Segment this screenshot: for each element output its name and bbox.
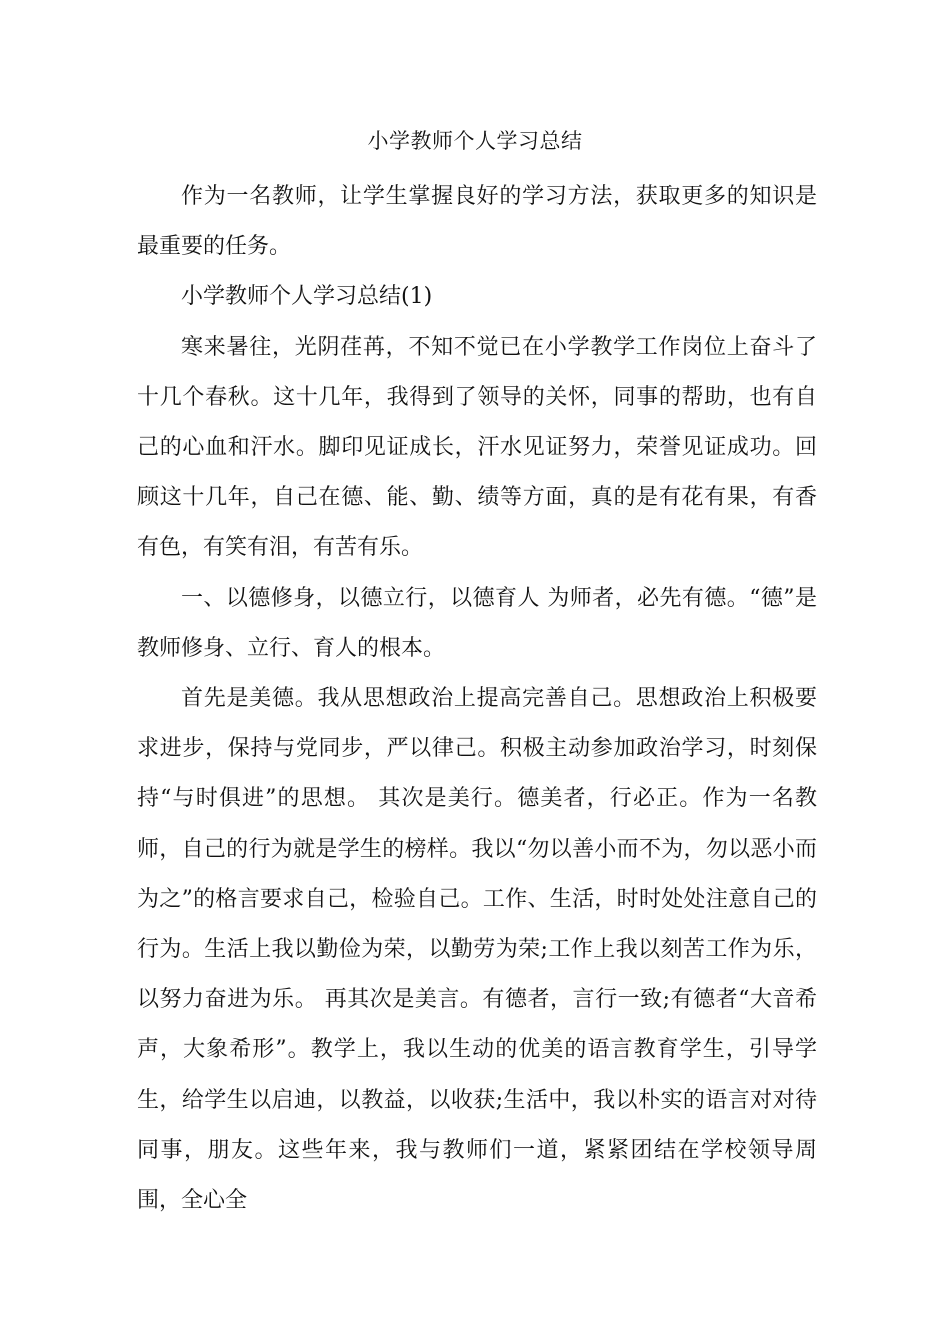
- body-paragraph: 一、以德修身，以德立行，以德育人 为师者，必先有德。“德”是教师修身、立行、育人的根本。: [137, 585, 817, 661]
- document-body: [137, 172, 817, 1226]
- section-heading: 小学教师个人学习总结(1): [181, 284, 433, 310]
- intro-paragraph: 作为一名教师，让学生掌握良好的学习方法，获取更多的知识是最重要的任务。: [137, 184, 817, 260]
- body-paragraph: 首先是美德。我从思想政治上提高完善自己。思想政治上积极要求进步，保持与党同步，严以律己。积极主动参加政治学习，时刻保持“与时俱进”的思想。 其次是美行。德美者，行必正。作为一名教师，自己的行为就是学生的榜样。我以“勿以善小而不为，勿以恶小而为之”的格言要求自己，检验自己。工作、生活，时时处处注意自己的行为。生活上我以勤俭为荣，以勤劳为荣;工作上我以刻苦工作为乐，以努力奋进为乐。 再其次是美言。有德者，言行一致;有德者“大音希声，大象希形”。教学上，我以生动的优美的语言教育学生，引导学生，给学生以启迪，以教益，以收获;生活中，我以朴实的语言对对待同事，朋友。这些年来，我与教师们一道，紧紧团结在学校领导周围，全心全: [137, 686, 817, 1214]
- document-title: 小学教师个人学习总结: [367, 129, 583, 153]
- body-paragraph: 寒来暑往，光阴荏苒，不知不觉已在小学教学工作岗位上奋斗了十几个春秋。这十几年，我得到了领导的关怀，同事的帮助，也有自己的心血和汗水。脚印见证成长，汗水见证努力，荣誉见证成功。回顾这十几年，自己在德、能、勤、绩等方面，真的是有花有果，有香有色，有笑有泪，有苦有乐。: [137, 334, 817, 561]
